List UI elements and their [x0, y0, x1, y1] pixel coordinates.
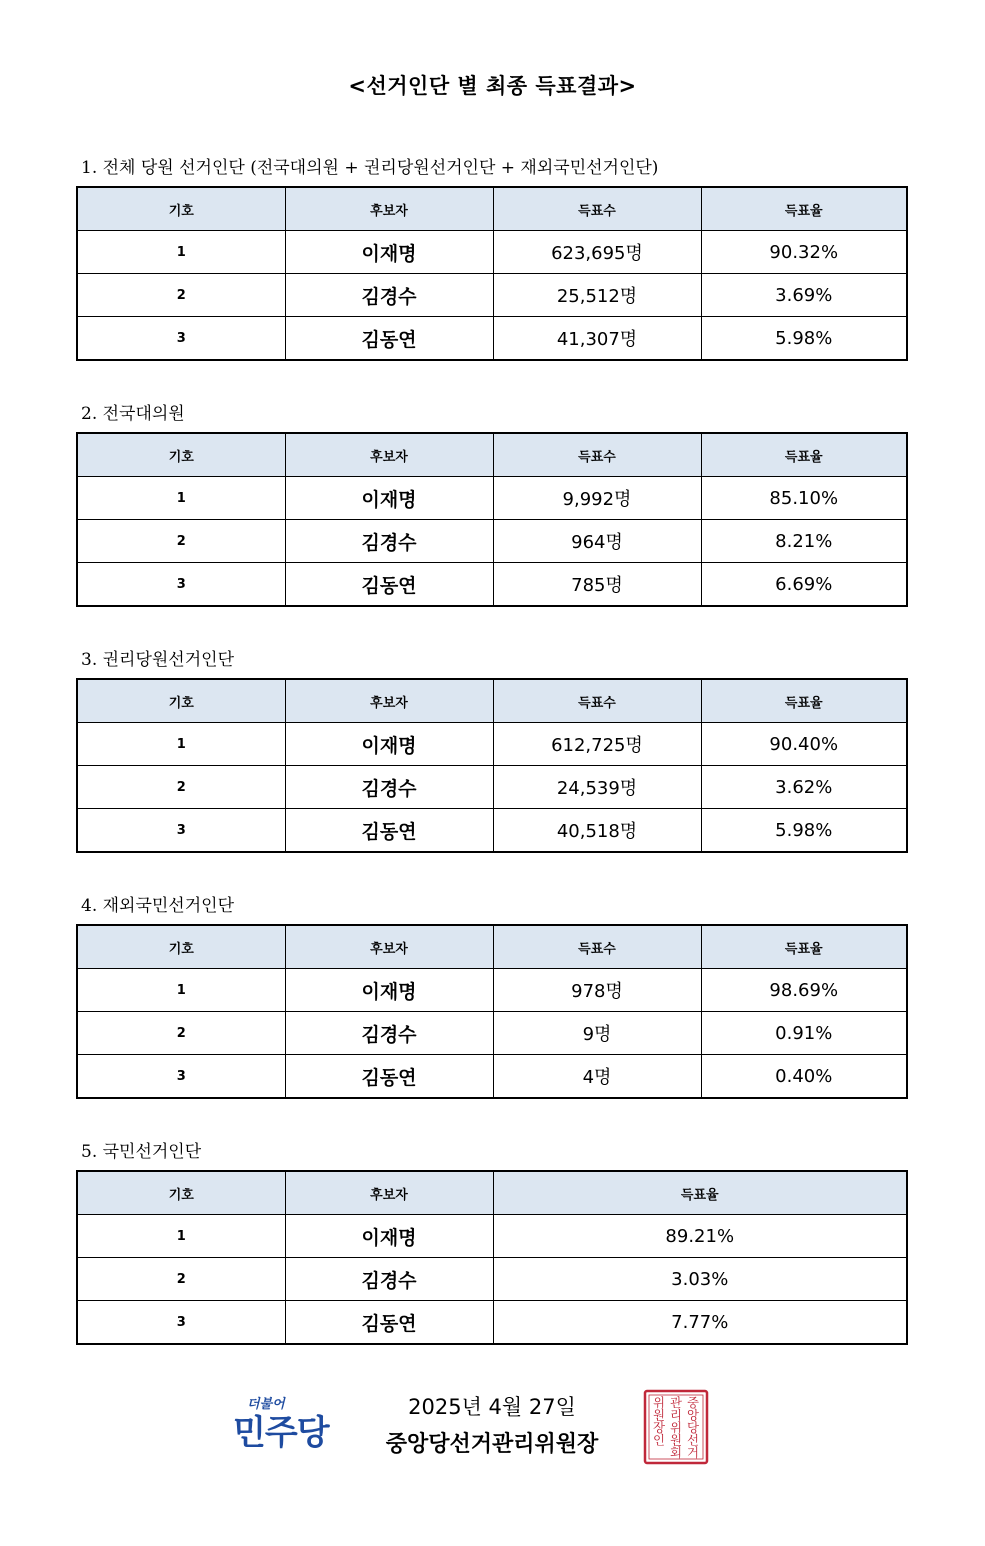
official-seal-icon: [643, 1389, 709, 1465]
table-row: [77, 1012, 907, 1055]
seal-glyph: 관: [670, 1395, 682, 1411]
seal-glyph: 당: [687, 1420, 699, 1435]
candidate-name: 이재명: [285, 477, 493, 520]
candidate-number: 2: [77, 1258, 285, 1301]
candidate-number: 3: [77, 1055, 285, 1099]
header-number: 기호: [77, 433, 285, 477]
vote-rate: 0.40%: [701, 1055, 907, 1099]
table-row: [77, 766, 907, 809]
results-table-1: [76, 186, 908, 361]
candidate-name: 김동연: [285, 563, 493, 607]
table-row: [77, 1258, 907, 1301]
candidate-number: 2: [77, 520, 285, 563]
vote-rate: 98.69%: [701, 969, 907, 1012]
candidate-name: 이재명: [285, 231, 493, 274]
vote-count: 4명: [493, 1055, 701, 1099]
candidate-name: 이재명: [285, 1215, 493, 1258]
section-title-2: 2. 전국대의원: [81, 404, 185, 424]
table-row: [77, 563, 907, 607]
seal-glyph: 앙: [687, 1407, 699, 1423]
seal-glyph: 선: [687, 1432, 699, 1448]
candidate-number: 2: [77, 1012, 285, 1055]
logo-main-text: 민주당: [233, 1413, 329, 1453]
candidate-name: 김경수: [285, 766, 493, 809]
candidate-name: 김동연: [285, 1301, 493, 1345]
results-table-5: [76, 1170, 908, 1345]
vote-count: 964명: [493, 520, 701, 563]
results-table-4: [76, 924, 908, 1099]
candidate-name: 이재명: [285, 723, 493, 766]
vote-count: 24,539명: [493, 766, 701, 809]
candidate-name: 김동연: [285, 317, 493, 361]
candidate-number: 1: [77, 723, 285, 766]
candidate-number: 1: [77, 969, 285, 1012]
vote-rate: 5.98%: [701, 809, 907, 853]
table-header-row: [77, 187, 907, 231]
header-votes: 득표수: [493, 925, 701, 969]
footer: [0, 1387, 985, 1477]
seal-glyph: 장: [653, 1420, 665, 1435]
vote-count: 785명: [493, 563, 701, 607]
vote-count: 25,512명: [493, 274, 701, 317]
section-title-5: 5. 국민선거인단: [81, 1142, 202, 1162]
seal-glyph: 위: [653, 1395, 665, 1411]
header-number: 기호: [77, 187, 285, 231]
vote-count: 612,725명: [493, 723, 701, 766]
seal-glyph: 중: [687, 1395, 699, 1411]
logo-small-text: 더불어: [247, 1397, 285, 1412]
table-row: [77, 1301, 907, 1345]
issue-date: 2025년 4월 27일: [408, 1395, 576, 1419]
header-rate: 득표율: [701, 433, 907, 477]
vote-rate: 85.10%: [701, 477, 907, 520]
header-number: 기호: [77, 679, 285, 723]
candidate-number: 3: [77, 563, 285, 607]
candidate-number: 1: [77, 477, 285, 520]
party-logo: [233, 1393, 341, 1453]
seal-glyph: 원: [653, 1407, 665, 1423]
candidate-name: 김경수: [285, 274, 493, 317]
table-row: [77, 274, 907, 317]
header-votes: 득표수: [493, 679, 701, 723]
table-header-row: [77, 679, 907, 723]
table-header-row: [77, 433, 907, 477]
header-votes: 득표수: [493, 433, 701, 477]
vote-count: 9명: [493, 1012, 701, 1055]
seal-glyph: 원: [670, 1432, 682, 1448]
vote-rate: 3.69%: [701, 274, 907, 317]
header-rate: 득표율: [493, 1171, 907, 1215]
vote-count: 40,518명: [493, 809, 701, 853]
candidate-name: 김경수: [285, 520, 493, 563]
table-row: [77, 809, 907, 853]
seal-glyph: 거: [687, 1444, 699, 1460]
header-candidate: 후보자: [285, 925, 493, 969]
seal-glyph: 리: [670, 1407, 682, 1423]
vote-rate: 3.03%: [493, 1258, 907, 1301]
candidate-number: 3: [77, 317, 285, 361]
candidate-number: 2: [77, 766, 285, 809]
vote-rate: 89.21%: [493, 1215, 907, 1258]
table-row: [77, 723, 907, 766]
header-candidate: 후보자: [285, 433, 493, 477]
section-title-4: 4. 재외국민선거인단: [81, 896, 234, 916]
vote-rate: 0.91%: [701, 1012, 907, 1055]
vote-rate: 90.32%: [701, 231, 907, 274]
results-table-2: [76, 432, 908, 607]
candidate-number: 1: [77, 1215, 285, 1258]
candidate-number: 3: [77, 809, 285, 853]
candidate-number: 1: [77, 231, 285, 274]
table-row: [77, 1055, 907, 1099]
vote-count: 978명: [493, 969, 701, 1012]
header-candidate: 후보자: [285, 1171, 493, 1215]
vote-rate: 6.69%: [701, 563, 907, 607]
results-table-3: [76, 678, 908, 853]
header-candidate: 후보자: [285, 679, 493, 723]
vote-rate: 5.98%: [701, 317, 907, 361]
section-title-3: 3. 권리당원선거인단: [81, 650, 234, 670]
vote-rate: 7.77%: [493, 1301, 907, 1345]
seal-glyph: 인: [653, 1432, 665, 1448]
table-row: [77, 969, 907, 1012]
vote-rate: 8.21%: [701, 520, 907, 563]
vote-count: 9,992명: [493, 477, 701, 520]
table-row: [77, 1215, 907, 1258]
candidate-name: 김동연: [285, 1055, 493, 1099]
page-title: <선거인단 별 최종 득표결과>: [348, 74, 637, 98]
section-title-1: 1. 전체 당원 선거인단 (전국대의원 + 권리당원선거인단 + 재외국민선거인단): [81, 158, 659, 178]
vote-count: 623,695명: [493, 231, 701, 274]
seal-glyph: 위: [670, 1420, 682, 1435]
committee-name: 중앙당선거관리위원장: [385, 1432, 599, 1457]
table-header-row: [77, 925, 907, 969]
candidate-number: 2: [77, 274, 285, 317]
vote-rate: 90.40%: [701, 723, 907, 766]
candidate-number: 3: [77, 1301, 285, 1345]
table-row: [77, 317, 907, 361]
table-row: [77, 477, 907, 520]
candidate-name: 김경수: [285, 1258, 493, 1301]
header-rate: 득표율: [701, 925, 907, 969]
header-votes: 득표수: [493, 187, 701, 231]
table-row: [77, 231, 907, 274]
header-rate: 득표율: [701, 187, 907, 231]
vote-rate: 3.62%: [701, 766, 907, 809]
seal-glyph: 회: [670, 1444, 682, 1460]
table-row: [77, 520, 907, 563]
candidate-name: 김경수: [285, 1012, 493, 1055]
header-rate: 득표율: [701, 679, 907, 723]
candidate-name: 김동연: [285, 809, 493, 853]
table-header-row: [77, 1171, 907, 1215]
header-candidate: 후보자: [285, 187, 493, 231]
vote-count: 41,307명: [493, 317, 701, 361]
header-number: 기호: [77, 1171, 285, 1215]
candidate-name: 이재명: [285, 969, 493, 1012]
header-number: 기호: [77, 925, 285, 969]
